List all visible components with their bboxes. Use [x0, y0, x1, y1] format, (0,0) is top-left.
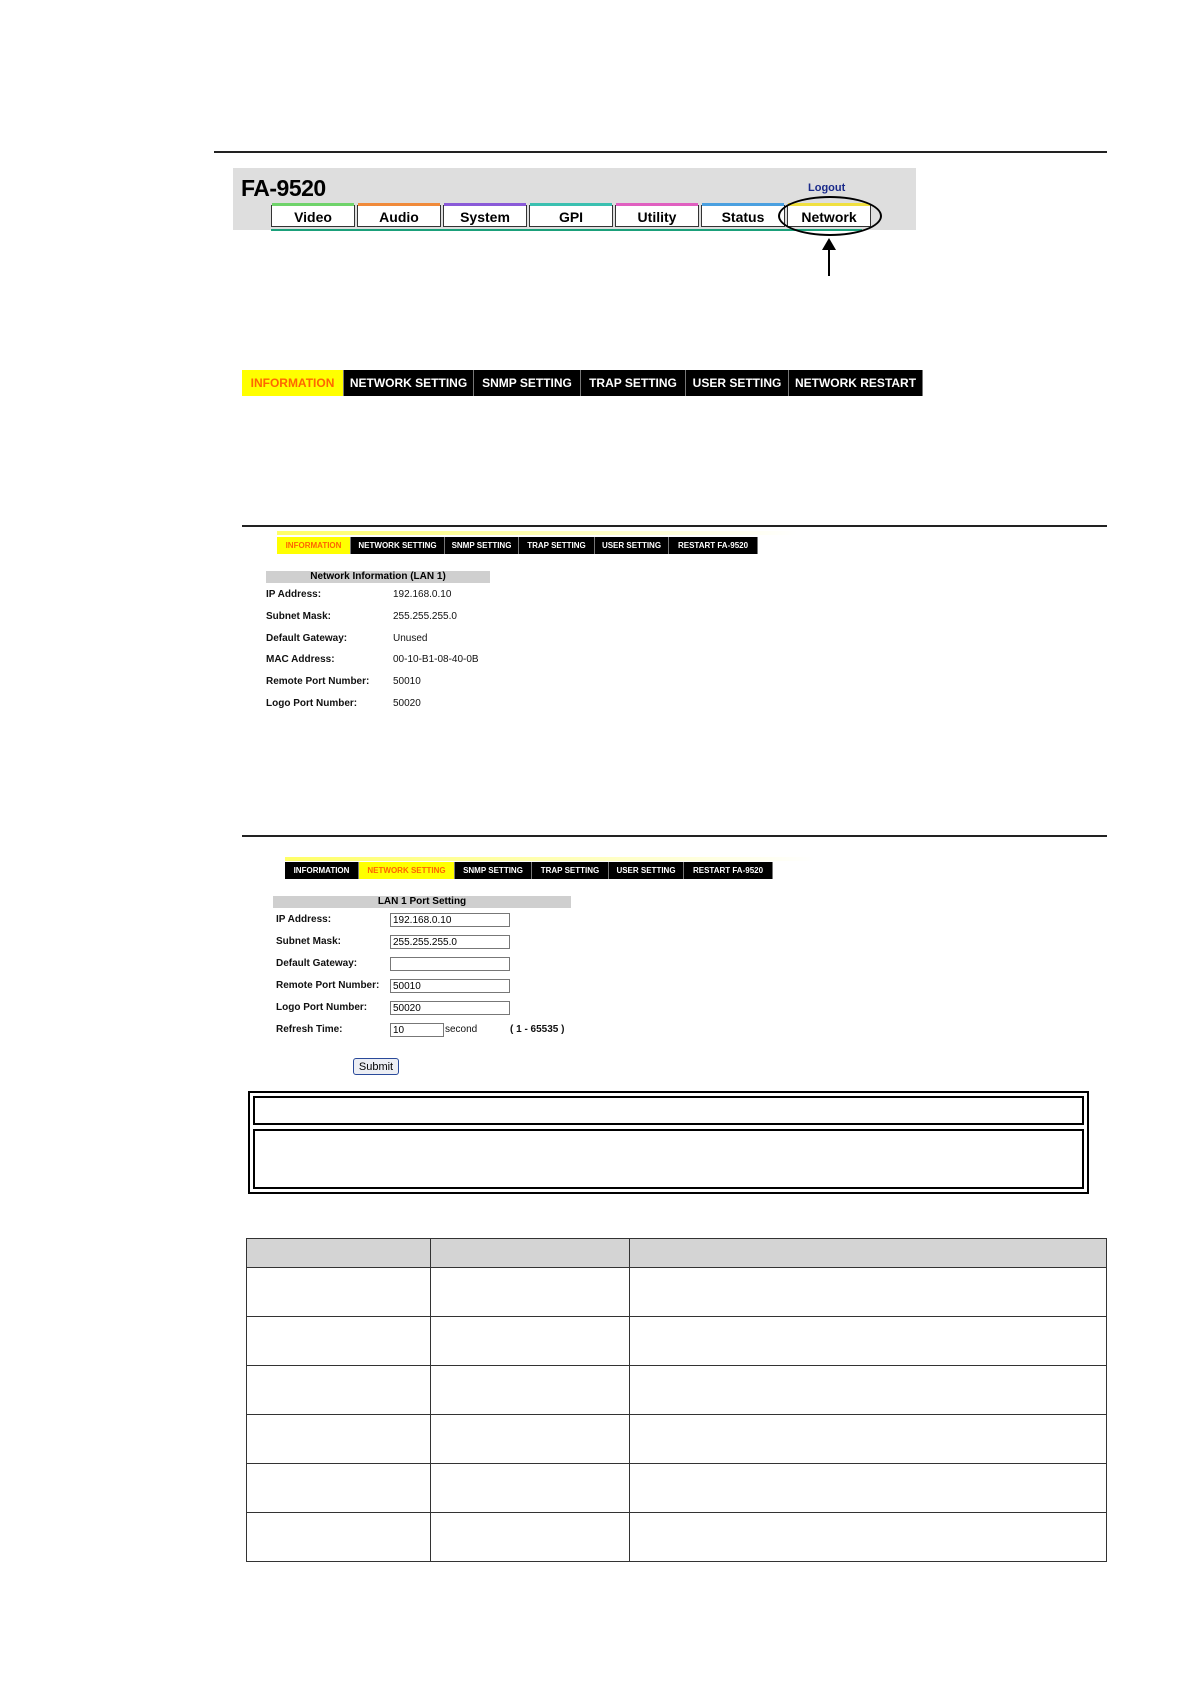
- info-value: 50020: [393, 698, 421, 709]
- table-row: [247, 1464, 1107, 1513]
- logout-link[interactable]: Logout: [808, 182, 846, 194]
- tab-network-restart[interactable]: NETWORK RESTART: [789, 370, 923, 396]
- tab-restart[interactable]: RESTART FA-9520: [684, 862, 773, 879]
- table-cell: [431, 1513, 630, 1562]
- refresh-time-input[interactable]: [390, 1023, 444, 1037]
- table-cell: [431, 1464, 630, 1513]
- tab-restart[interactable]: RESTART FA-9520: [669, 537, 758, 554]
- table-header-row: [247, 1239, 1107, 1268]
- table-cell: [247, 1366, 431, 1415]
- setting-label: Logo Port Number:: [276, 1002, 368, 1013]
- table-cell: [247, 1239, 431, 1268]
- setting-tabbar: [285, 862, 773, 879]
- table-cell: [247, 1268, 431, 1317]
- setting-label: Remote Port Number:: [276, 980, 380, 991]
- refresh-unit: second: [445, 1024, 478, 1035]
- tab-user-setting[interactable]: USER SETTING: [686, 370, 789, 396]
- tab-user-setting[interactable]: USER SETTING: [609, 862, 684, 879]
- description-table: [246, 1238, 1107, 1562]
- nav-accent-strip: [530, 203, 612, 206]
- info-label: IP Address:: [266, 589, 322, 600]
- info-tabbar: [277, 537, 758, 554]
- nav-tab-audio[interactable]: Audio: [357, 205, 441, 227]
- nav-tab-status[interactable]: Status: [701, 205, 785, 227]
- tab-trap-setting[interactable]: TRAP SETTING: [581, 370, 686, 396]
- note-box-header: [253, 1096, 1084, 1125]
- arrow-shaft: [828, 246, 830, 276]
- nav-accent-strip: [272, 203, 354, 206]
- table-row: [247, 1513, 1107, 1562]
- nav-tab-video[interactable]: Video: [271, 205, 355, 227]
- tabbar-fade: [277, 531, 797, 535]
- network-tabbar-large: [242, 370, 923, 396]
- table-cell: [247, 1317, 431, 1366]
- tab-information[interactable]: INFORMATION: [277, 537, 351, 554]
- remote-port-input[interactable]: [390, 979, 510, 993]
- nav-underline: [271, 229, 862, 231]
- info-label: MAC Address:: [266, 654, 335, 665]
- table-cell: [630, 1415, 1107, 1464]
- table-row: [247, 1366, 1107, 1415]
- info-section-header: Network Information (LAN 1): [266, 571, 490, 583]
- nav-tab-system[interactable]: System: [443, 205, 527, 227]
- table-cell: [630, 1366, 1107, 1415]
- tab-network-setting[interactable]: NETWORK SETTING: [359, 862, 455, 879]
- refresh-range: ( 1 - 65535 ): [510, 1024, 565, 1035]
- setting-label: Default Gateway:: [276, 958, 358, 969]
- tab-trap-setting[interactable]: TRAP SETTING: [532, 862, 609, 879]
- table-cell: [630, 1268, 1107, 1317]
- nav-tab-network[interactable]: Network: [787, 205, 871, 227]
- tab-network-setting[interactable]: NETWORK SETTING: [344, 370, 474, 396]
- table-cell: [630, 1317, 1107, 1366]
- refresh-label: Refresh Time:: [276, 1024, 343, 1035]
- subnet-mask-input[interactable]: [390, 935, 510, 949]
- info-value: Unused: [393, 633, 428, 644]
- submit-button[interactable]: Submit: [353, 1058, 399, 1075]
- info-value: 192.168.0.10: [393, 589, 452, 600]
- table-cell: [431, 1366, 630, 1415]
- info-label: Remote Port Number:: [266, 676, 370, 687]
- setting-label: Subnet Mask:: [276, 936, 342, 947]
- nav-accent-strip: [358, 203, 440, 206]
- table-cell: [247, 1513, 431, 1562]
- ip-address-input[interactable]: [390, 913, 510, 927]
- nav-accent-strip: [616, 203, 698, 206]
- tab-snmp-setting[interactable]: SNMP SETTING: [445, 537, 519, 554]
- table-cell: [630, 1239, 1107, 1268]
- nav-tab-gpi[interactable]: GPI: [529, 205, 613, 227]
- section-rule: [242, 835, 1107, 837]
- table-cell: [431, 1268, 630, 1317]
- tab-information[interactable]: INFORMATION: [285, 862, 359, 879]
- highlight-circle: [778, 196, 882, 236]
- tab-snmp-setting[interactable]: SNMP SETTING: [474, 370, 581, 396]
- nav-accent-strip: [702, 203, 784, 206]
- info-label: Logo Port Number:: [266, 698, 358, 709]
- tab-user-setting[interactable]: USER SETTING: [595, 537, 669, 554]
- nav-tab-utility[interactable]: Utility: [615, 205, 699, 227]
- table-row: [247, 1317, 1107, 1366]
- info-label: Default Gateway:: [266, 633, 348, 644]
- table-cell: [247, 1415, 431, 1464]
- info-value: 50010: [393, 676, 421, 687]
- table-row: [247, 1268, 1107, 1317]
- logo-port-input[interactable]: [390, 1001, 510, 1015]
- info-value: 00-10-B1-08-40-0B: [393, 654, 479, 665]
- nav-accent-strip: [444, 203, 526, 206]
- table-cell: [431, 1239, 630, 1268]
- table-cell: [630, 1464, 1107, 1513]
- tab-information[interactable]: INFORMATION: [242, 370, 344, 396]
- setting-section-header: LAN 1 Port Setting: [273, 896, 571, 908]
- table-cell: [431, 1415, 630, 1464]
- info-value: 255.255.255.0: [393, 611, 457, 622]
- tabbar-fade: [285, 857, 815, 861]
- app-title: FA-9520: [241, 175, 326, 201]
- table-cell: [247, 1464, 431, 1513]
- tab-network-setting[interactable]: NETWORK SETTING: [351, 537, 445, 554]
- note-box-body: [253, 1129, 1084, 1189]
- tab-trap-setting[interactable]: TRAP SETTING: [519, 537, 595, 554]
- top-rule: [214, 151, 1107, 153]
- section-rule: [242, 525, 1107, 527]
- table-cell: [431, 1317, 630, 1366]
- table-row: [247, 1415, 1107, 1464]
- tab-snmp-setting[interactable]: SNMP SETTING: [455, 862, 532, 879]
- setting-label: IP Address:: [276, 914, 332, 925]
- info-label: Subnet Mask:: [266, 611, 332, 622]
- default-gateway-input[interactable]: [390, 957, 510, 971]
- table-cell: [630, 1513, 1107, 1562]
